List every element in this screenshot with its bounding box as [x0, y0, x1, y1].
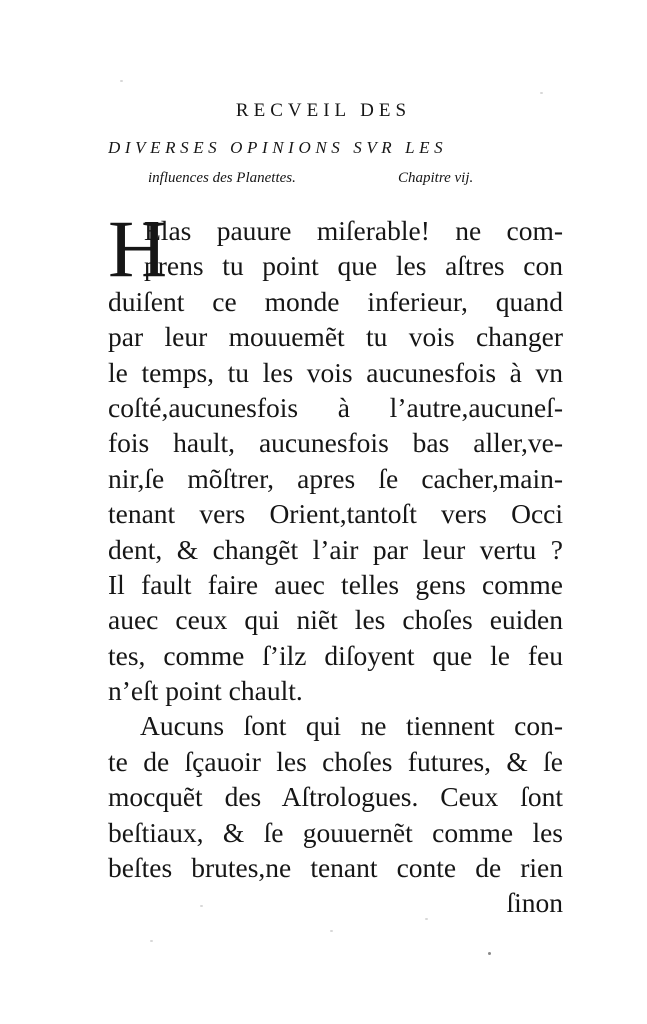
catchword: ſinon	[506, 887, 563, 919]
text-line: nir,ſe mõſtrer, apres ſe cacher,main-	[108, 462, 563, 494]
text-line: duiſent ce monde inferieur, quand	[108, 285, 563, 317]
body-text	[108, 213, 563, 921]
text-line: auec ceux qui niẽt les choſes euiden	[108, 604, 563, 636]
text-line: mocquẽt des Aſtrologues. Ceux ſont	[108, 781, 563, 813]
text-line: beſtes brutes,ne tenant conte de rien	[108, 852, 563, 884]
print-speckle	[330, 930, 333, 932]
print-speckle	[150, 940, 153, 942]
text-line: beſtiaux, & ſe gouuernẽt comme les	[108, 816, 563, 848]
text-line: fois hault, aucunesfois bas aller,ve-	[108, 427, 563, 459]
chapter-subtitle: influences des Planettes.	[148, 170, 296, 186]
text-line: coſté,aucunesfois à l’autre,aucuneſ-	[108, 391, 563, 423]
print-speckle	[120, 80, 123, 82]
text-line: Elas pauure miſerable! ne com-	[144, 215, 563, 246]
text-line: tes, comme ſ’ilz diſoyent que le feu	[108, 639, 563, 671]
text-line: tenant vers Orient,tantoſt vers Occi	[108, 498, 563, 530]
print-speckle	[540, 92, 543, 94]
text-line: dent, & changẽt l’air par leur vertu ?	[108, 533, 563, 565]
text-line: te de ſçauoir les choſes futures, & ſe	[108, 745, 563, 777]
text-line: Aucuns ſont qui ne tiennent con-	[140, 710, 563, 742]
running-head: RECVEIL DES	[235, 100, 412, 121]
text-line: prens tu point que les aſtres con	[144, 250, 563, 282]
text-line: n’eſt point chault.	[108, 675, 303, 707]
text-line: le temps, tu les vois aucunesfois à vn	[108, 356, 563, 388]
print-speckle	[425, 918, 428, 920]
page-mark	[488, 952, 491, 955]
print-speckle	[200, 905, 203, 907]
chapter-number: Chapitre vij.	[398, 170, 474, 186]
drop-cap: H	[108, 203, 168, 294]
chapter-title: DIVERSES OPINIONS SVR LES	[108, 138, 448, 157]
text-line: par leur mouuemẽt tu vois changer	[108, 321, 563, 353]
text-line: Il fault faire auec telles gens comme	[108, 568, 563, 600]
